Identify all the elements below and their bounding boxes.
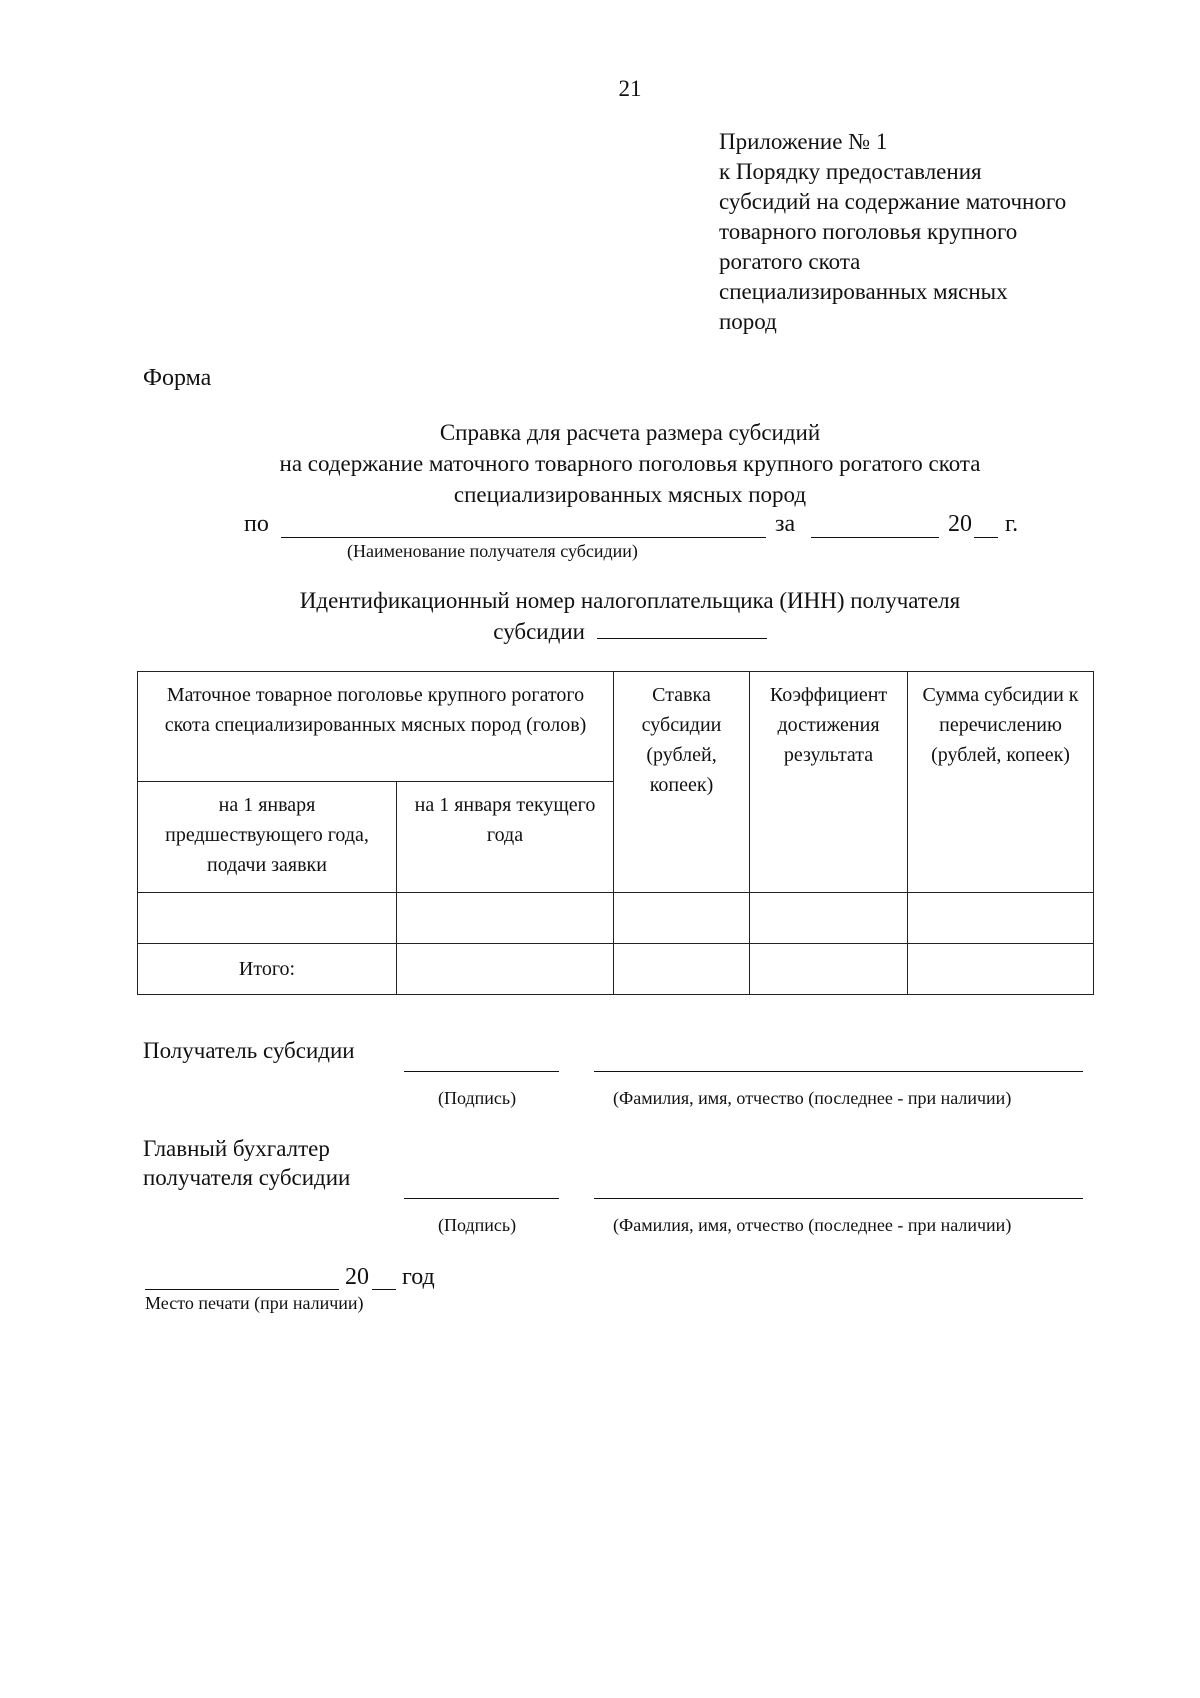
page-number: 21 [618,76,642,101]
inn-field[interactable] [597,616,767,639]
appendix-line: рогатого скота [719,249,861,274]
table-cell[interactable] [908,893,1094,944]
appendix-line: пород [719,309,777,334]
total-label: Итого: [138,944,397,995]
po-label: по [244,511,269,537]
appendix-line: субсидий на содержание маточного [719,189,1067,214]
title-line-1: Справка для расчета размера субсидий [439,420,821,445]
header-coefficient: Коэффициент достижения результата [750,672,908,893]
table-cell[interactable] [750,944,908,995]
table-cell[interactable] [397,944,614,995]
document-title [0,417,1200,510]
fio-caption: (Фамилия, имя, отчество (последнее - при наличии) [613,1215,1012,1235]
period-field[interactable] [811,537,939,538]
table-cell[interactable] [614,944,750,995]
accountant-fio-field[interactable] [594,1198,1083,1199]
subsidy-table [137,671,1093,993]
signature-caption: (Подпись) [438,1215,517,1235]
title-line-3: специализированных мясных пород [453,482,807,507]
inn-line-2 [0,616,1200,647]
recipient-name-field[interactable] [281,537,766,538]
header-sum: Сумма субсидии к перечислению (рублей, копеек) [908,672,1094,893]
appendix-header [719,127,1189,337]
table-cell[interactable] [138,893,397,944]
year-field[interactable] [974,537,998,538]
appendix-line: к Порядку предоставления [719,159,982,184]
appendix-line: товарного поголовья крупного [719,219,1018,244]
year-prefix: 20 [948,511,972,537]
recipient-period-line [244,509,1024,541]
recipient-label: Получатель субсидии [143,1038,355,1063]
table-cell[interactable] [908,944,1094,995]
accountant-label-line-1: Главный бухгалтер [143,1136,330,1161]
accountant-signature-field[interactable] [404,1198,559,1199]
date-year-prefix: 20 [345,1264,369,1290]
appendix-line: Приложение № 1 [719,129,888,154]
table-cell[interactable] [614,893,750,944]
recipient-name-caption: (Наименование получателя субсидии) [347,541,638,561]
fio-caption: (Фамилия, имя, отчество (последнее - при наличии) [613,1088,1012,1108]
date-year-suffix: год [402,1264,435,1290]
recipient-signature-field[interactable] [404,1071,559,1072]
subheader-current-year: на 1 января текущего года [397,782,614,893]
table-cell[interactable] [750,893,908,944]
za-label: за [775,511,796,537]
table-cell[interactable] [397,893,614,944]
recipient-fio-field[interactable] [594,1071,1083,1072]
date-year-field[interactable] [372,1289,396,1290]
inn-line-1: Идентификационный номер налогоплательщика (ИНН) получателя [299,588,961,613]
title-line-2: на содержание маточного товарного поголовья крупного рогатого скота [279,451,981,476]
inn-label: субсидии [493,619,585,644]
appendix-line: специализированных мясных [719,279,1008,304]
accountant-label-line-2: получателя субсидии [143,1165,351,1190]
table-total-row [138,944,1094,995]
date-field[interactable] [145,1289,339,1290]
inn-block [0,585,1200,647]
table-row [138,893,1094,944]
header-livestock: Маточное товарное поголовье крупного рогатого скота специализированных мясных пород (голов) [138,672,614,782]
year-suffix: г. [1005,511,1019,537]
stamp-caption: Место печати (при наличии) [145,1293,364,1313]
form-label: Форма [143,365,212,391]
header-rate: Ставка субсидии (рублей, копеек) [614,672,750,893]
subheader-prev-year: на 1 января предшествующего года, подачи заявки [138,782,397,893]
signature-caption: (Подпись) [438,1088,517,1108]
